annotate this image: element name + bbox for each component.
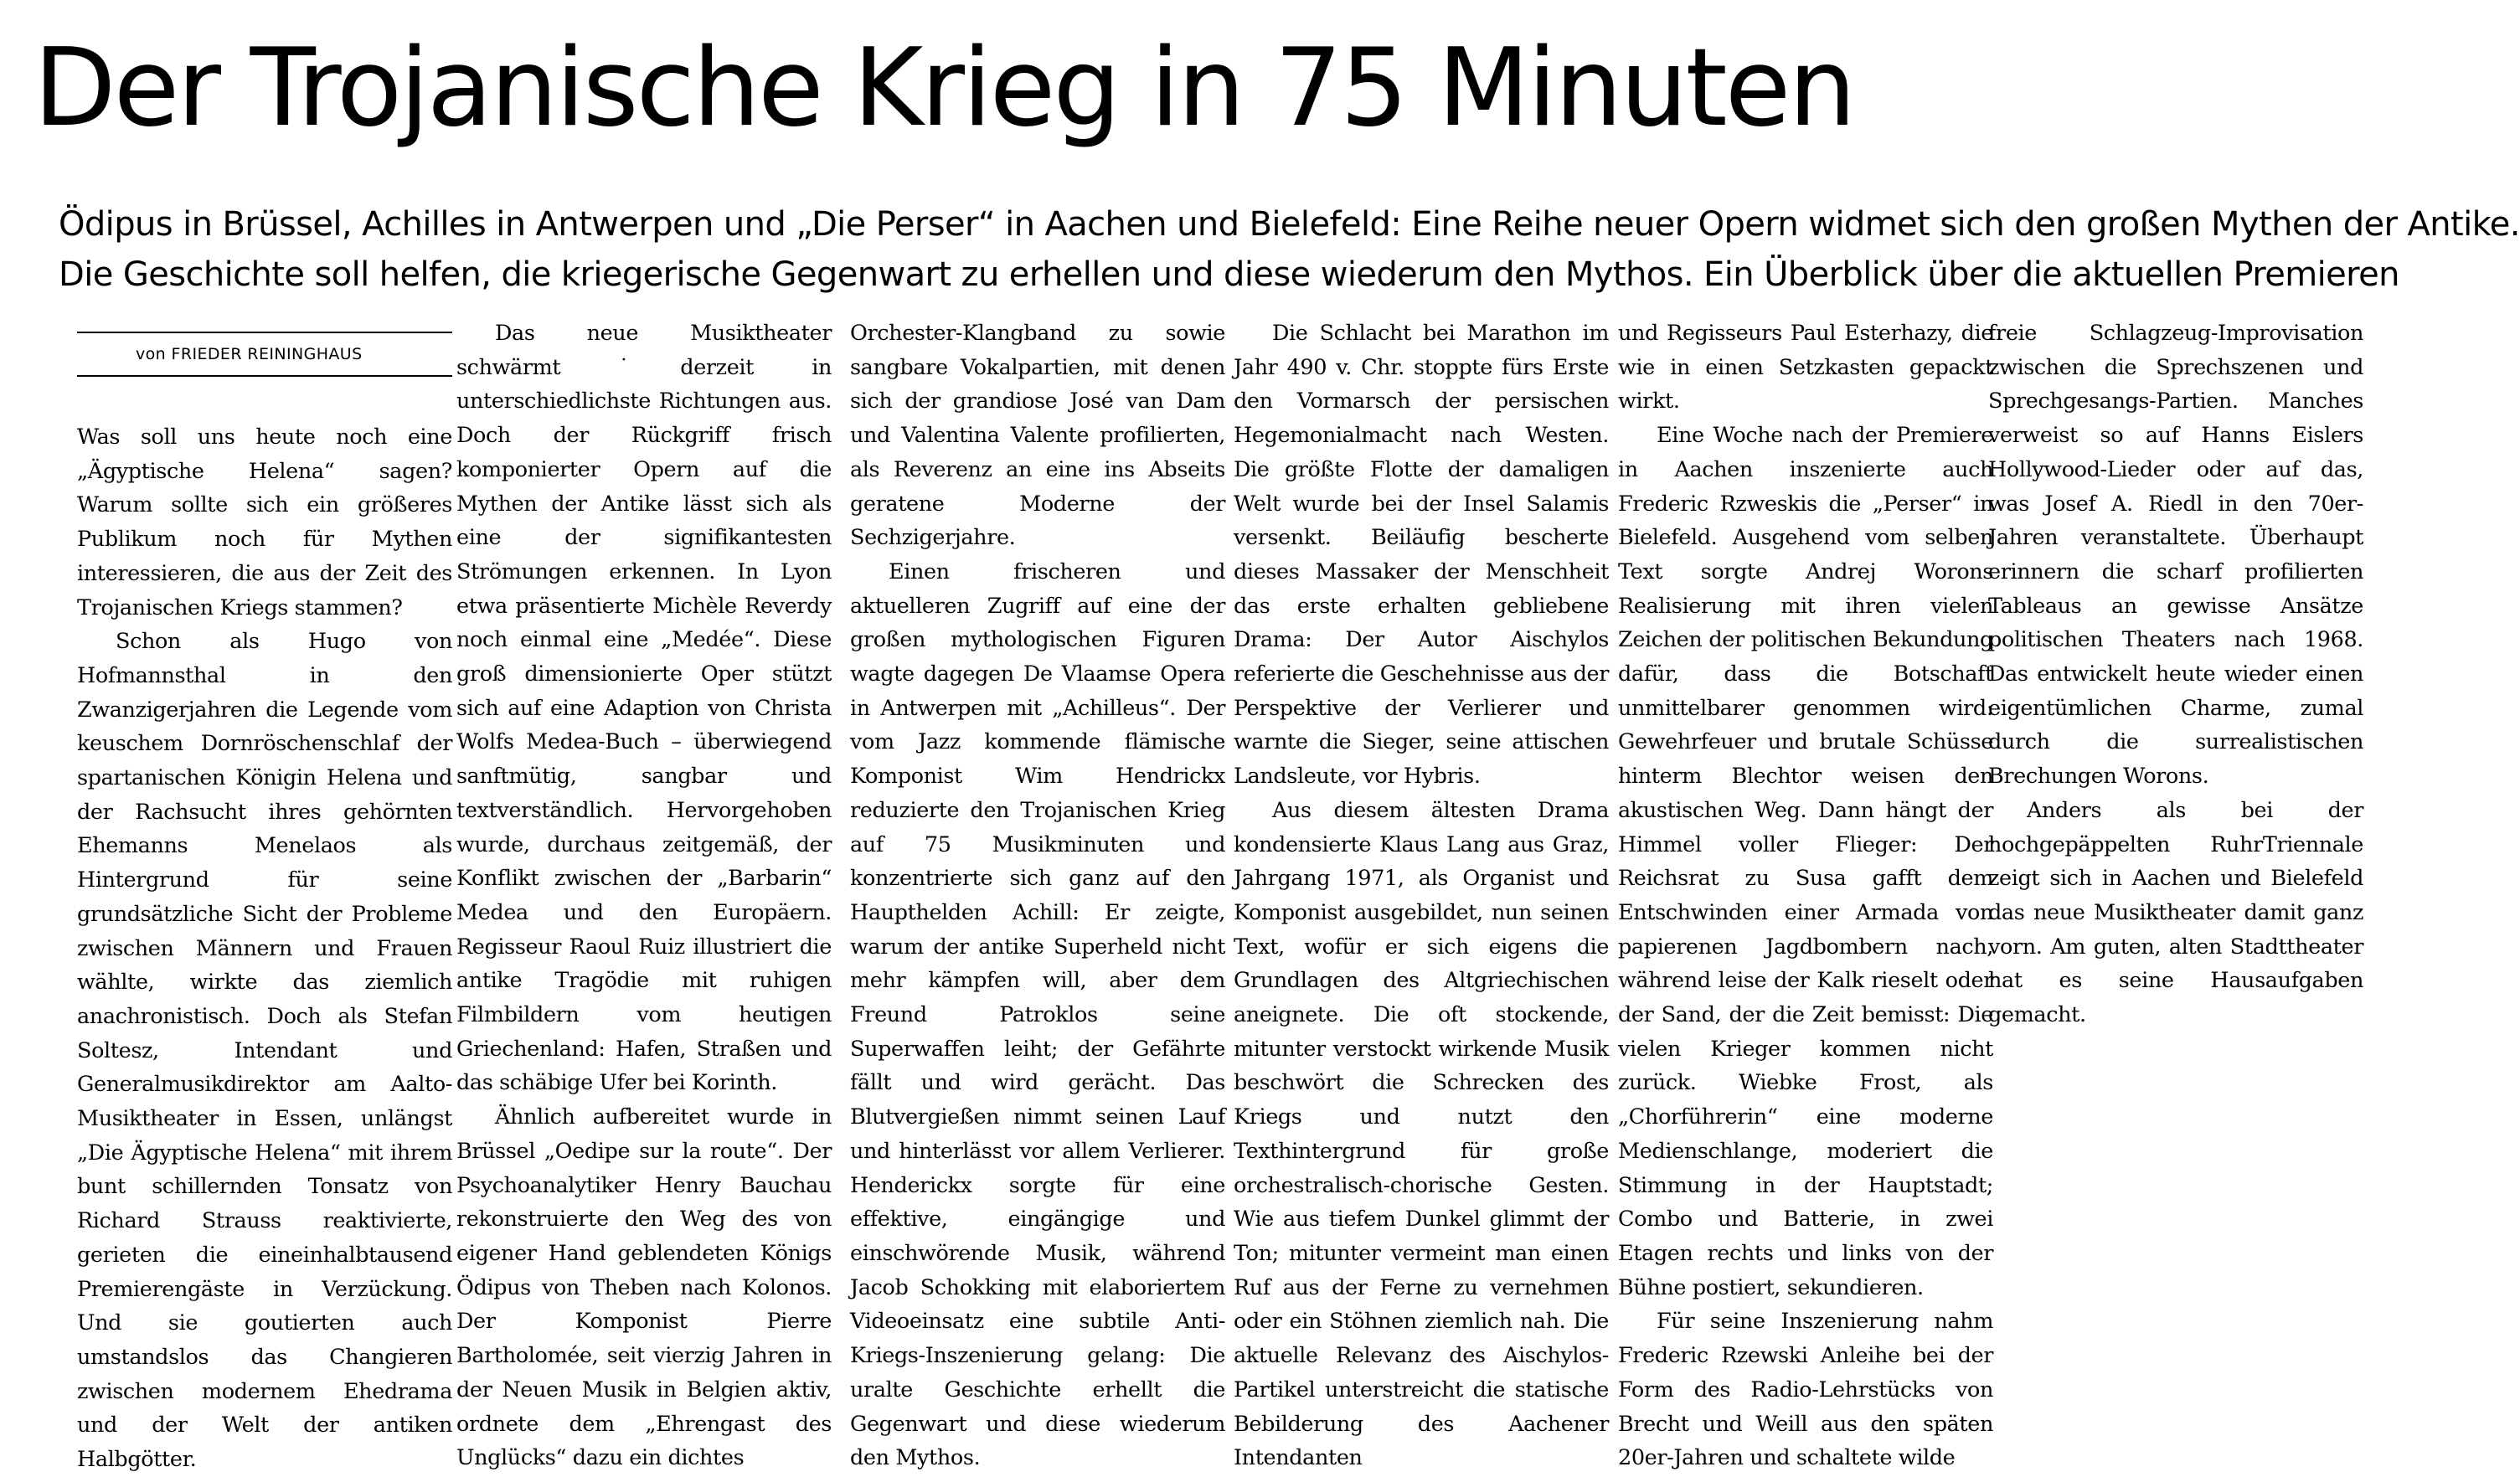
paragraph: freie Schlagzeug-Improvisation zwischen die Sprechszenen und Sprechgesangs-Partien. Manches verweist so auf Hanns Eislers Hollywood-Lieder oder auf das, was Josef A. Riedl in den 70er-Jahren veranstaltete. Überhaupt erinnern die scharf profilierten Tableaus an gewisse Ansätze politischen Theaters nach 1968. Das entwickelt heute wieder einen eigentümlichen Charme, zumal durch die surrealistischen Brechungen Worons. <box>1988 321 2363 790</box>
article-column-5 <box>1618 316 1993 1471</box>
headline: Der Trojanische Krieg in 75 Minuten <box>33 26 1854 151</box>
article-column-4 <box>1234 316 1609 1471</box>
paragraph: Eine Woche nach der Premiere in Aachen inszenierte auch Frederic Rzweskis die „Perser“ in Bielefeld. Ausgehend vom selben Text sorgte Andrej Worons Realisierung mit ihren vielen Zeichen der politischen Bekundung dafür, dass die Botschaft unmittelbarer genommen wird: Gewehrfeuer und brutale Schüsse hinterm Blechtor weisen den akustischen Weg. Dann hängt der Himmel voller Flieger: Der Reichsrat zu Susa gafft dem Entschwinden einer Armada von papierenen Jagdbombern nach, während leise der Kalk rieselt oder der Sand, der die Zeit bemisst: Die vielen Krieger kommen nicht zurück. Wiebke Frost, als „Chorführerin“ eine moderne Medienschlange, moderiert die Stimmung in der Hauptstadt; Combo und Batterie, in zwei Etagen rechts und links von der Bühne postiert, sekundieren. <box>1618 423 1993 1300</box>
paragraph: Orchester-Klangband zu sowie sangbare Vokalpartien, mit denen sich der grandiose José van Dam und Valentina Valente profilierten, als Reverenz an eine ins Abseits geratene Moderne der Sechzigerjahre. <box>850 321 1225 551</box>
subheadline <box>59 199 2520 300</box>
article-column-2 <box>456 316 832 1471</box>
paragraph: Für seine Inszenierung nahm Frederic Rzewski Anleihe bei der Form des Radio-Lehrstücks von Brecht und Weill aus den späten 20er-Jahren und schaltete wilde <box>1618 1309 1993 1471</box>
paragraph: Das neue Musiktheater schwärmt ˙derzeit in unterschiedlichste Richtungen aus. Doch der Rückgriff frisch komponierter Opern auf die Mythen der Antike lässt sich als eine der signifikantesten Strömungen erkennen. In Lyon etwa präsentierte Michèle Reverdy noch einmal eine „Medée“. Diese groß dimensionierte Oper stützt sich auf eine Adaption von Christa Wolfs Medea-Buch – überwiegend sanftmütig, sangbar und textverständlich. Hervorgehoben wurde, durchaus zeitgemäß, der Konflikt zwischen der „Barbarin“ Medea und den Europäern. Regisseur Raoul Ruiz illustriert die antike Tragödie mit ruhigen Filmbildern vom heutigen Griechenland: Hafen, Straßen und das schäbige Ufer bei Korinth. <box>456 321 832 1096</box>
subheadline-line: Ödipus in Brüssel, Achilles in Antwerpen und „Die Perser“ in Aachen und Bielefeld: Eine Reihe neuer Opern widmet sich den großen Mythen der Antike. <box>59 205 2520 244</box>
paragraph: Ähnlich aufbereitet wurde in Brüssel „Oedipe sur la route“. Der Psychoanalytiker Henry Bauchau rekonstruierte den Weg des von eigener Hand geblendeten Königs Ödipus von Theben nach Kolonos. Der Komponist Pierre Bartholomée, seit vierzig Jahren in der Neuen Musik in Belgien aktiv, ordnete dem „Ehrengast des Unglücks“ dazu ein dichtes <box>456 1104 832 1471</box>
paragraph: Anders als bei der hochgepäppelten RuhrTriennale zeigt sich in Aachen und Bielefeld das neue Musiktheater damit ganz vorn. Am guten, alten Stadttheater hat es seine Hausaufgaben gemacht. <box>1988 797 2363 1028</box>
byline-rule-bottom <box>77 375 452 377</box>
paragraph: und Regisseurs Paul Esterhazy, die wie in einen Setzkasten gepackt wirkt. <box>1618 321 1993 414</box>
paragraph: Einen frischeren und aktuelleren Zugriff auf eine der großen mythologischen Figuren wagte dagegen De Vlaamse Opera in Antwerpen mit „Achilleus“. Der vom Jazz kommende flämische Komponist Wim Hendrickx reduzierte den Trojanischen Krieg auf 75 Musikminuten und konzentrierte sich ganz auf den Haupthelden Achill: Er zeigte, warum der antike Superheld nicht mehr kämpfen will, aber dem Freund Patroklos seine Superwaffen leiht; der Gefährte fällt und wird gerächt. Das Blutvergießen nimmt seinen Lauf und hinterlässt vor allem Verlierer. Henderickx sorgte für eine effektive, eingängige und einschwörende Musik, während Jacob Schokking mit elaboriertem Videoeinsatz eine subtile Anti-Kriegs-Inszenierung gelang: Die uralte Geschichte erhellt die Gegenwart und diese wiederum den Mythos. <box>850 558 1225 1471</box>
paragraph: Schon als Hugo von Hofmannsthal in den Zwanzigerjahren die Legende vom keuschem Dornröschenschlaf der spartanischen Königin Helena und der Rachsucht ihres gehörnten Ehemanns Menelaos als Hintergrund für seine grundsätzliche Sicht der Probleme zwischen Männern und Frauen wählte, wirkte das ziemlich anachronistisch. Doch als Stefan Soltesz, Intendant und Generalmusikdirektor am Aalto-Musiktheater in Essen, unlängst „Die Ägyptische Helena“ mit ihrem bunt schillernden Tonsatz von Richard Strauss reaktivierte, gerieten die eineinhalbtausend Premierengäste in Verzückung. Und sie goutierten auch umstandslos das Changieren zwischen modernem Ehedrama und der Welt der antiken Halbgötter. <box>77 629 452 1473</box>
paragraph: Aus diesem ältesten Drama kondensierte Klaus Lang aus Graz, Jahrgang 1971, als Organist und Komponist ausgebildet, nun seinen Text, wofür er sich eigens die Grundlagen des Altgriechischen aneignete. Die oft stockende, mitunter verstockt wirkende Musik beschwört die Schrecken des Kriegs und nutzt den Texthintergrund für große orchestralisch-chorische Gesten. Wie aus tiefem Dunkel glimmt der Ton; mitunter vermeint man einen Ruf aus der Ferne zu vernehmen oder ein Stöhnen ziemlich nah. Die aktuelle Relevanz des Aischylos-Partikel unterstreicht die statische Bebilderung des Aachener Intendanten <box>1234 797 1609 1471</box>
article-column-3 <box>850 316 1225 1471</box>
byline: von FRIEDER REININGHAUS <box>136 345 363 363</box>
subheadline-line: Die Geschichte soll helfen, die kriegerische Gegenwart zu erhellen und diese wiederum den Mythos. Ein Überblick über die aktuellen Premieren <box>59 255 2399 294</box>
article-column-1 <box>77 316 452 1473</box>
article-column-6 <box>1988 316 2363 1338</box>
byline-box <box>77 316 452 377</box>
paragraph: Was soll uns heute noch eine „Ägyptische Helena“ sagen? Warum sollte sich ein größeres Publikum noch für Mythen interessieren, die aus der Zeit des Trojanischen Kriegs stammen? <box>77 425 452 620</box>
paragraph: Die Schlacht bei Marathon im Jahr 490 v. Chr. stoppte fürs Erste den Vormarsch der persischen Hegemonialmacht nach Westen. Die größte Flotte der damaligen Welt wurde bei der Insel Salamis versenkt. Beiläufig bescherte dieses Massaker der Menschheit das erste erhalten gebliebene Drama: Der Autor Aischylos referierte die Geschehnisse aus der Perspektive der Verlierer und warnte die Sieger, seine attischen Landsleute, vor Hybris. <box>1234 321 1609 790</box>
